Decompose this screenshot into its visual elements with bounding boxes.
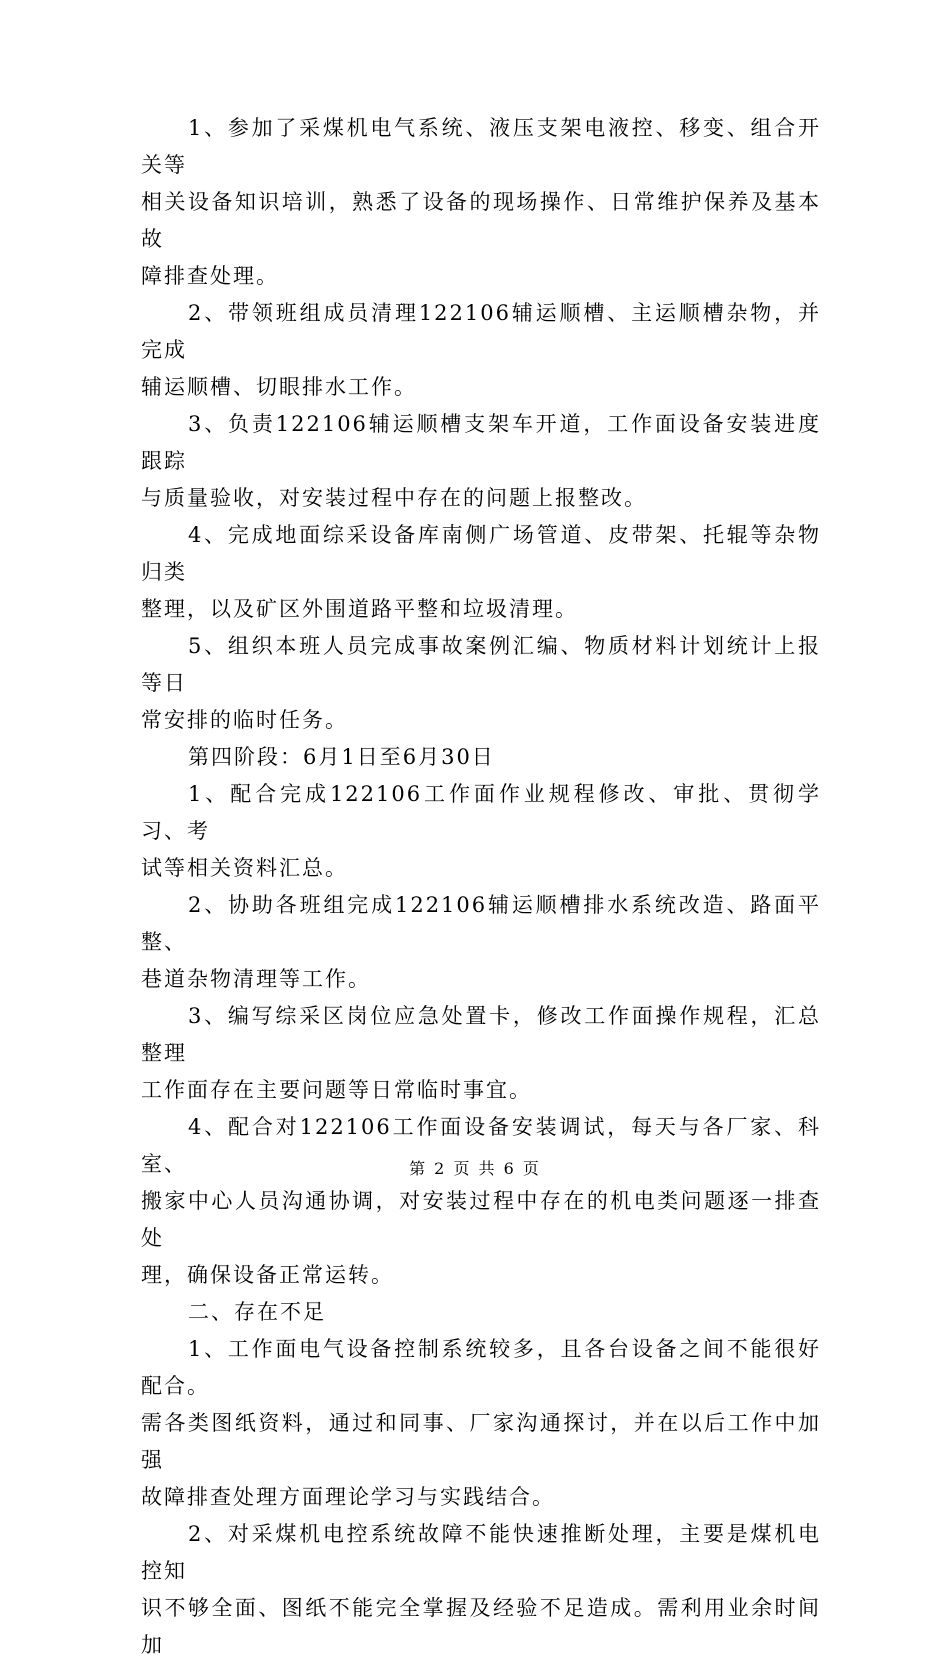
paragraph [141, 1516, 821, 1664]
text-line: 第四阶段：6月1日至6月30日 [188, 745, 495, 769]
text-line: 3、负责122106辅运顺槽支架车开道，工作面设备安装进度跟踪 [141, 412, 821, 473]
paragraph [141, 776, 821, 887]
text-line: 障排查处理。 [141, 264, 279, 288]
text-line: 5、组织本班人员完成事故案例汇编、物质材料计划统计上报等日 [141, 634, 821, 695]
paragraph [141, 406, 821, 517]
text-line: 理，确保设备正常运转。 [141, 1263, 394, 1287]
page-number-footer: 第 2 页 共 6 页 [409, 1159, 541, 1178]
paragraph [141, 295, 821, 406]
paragraph [141, 887, 821, 998]
text-line: 试等相关资料汇总。 [141, 856, 348, 880]
text-line: 工作面存在主要问题等日常临时事宜。 [141, 1078, 532, 1102]
text-line: 4、配合对122106工作面设备安装调试，每天与各厂家、科室、 [141, 1115, 821, 1176]
text-line: 1、参加了采煤机电气系统、液压支架电液控、移变、组合开关等 [141, 116, 821, 177]
text-line: 2、对采煤机电控系统故障不能快速推断处理，主要是煤机电控知 [141, 1522, 821, 1583]
section-heading [141, 1294, 821, 1331]
text-line: 常安排的临时任务。 [141, 708, 348, 732]
text-line: 1、配合完成122106工作面作业规程修改、审批、贯彻学习、考 [141, 782, 821, 843]
text-line: 3、编写综采区岗位应急处置卡，修改工作面操作规程，汇总整理 [141, 1004, 821, 1065]
text-line: 二、存在不足 [188, 1300, 326, 1324]
paragraph [141, 1109, 821, 1294]
paragraph [141, 110, 821, 295]
text-line: 辅运顺槽、切眼排水工作。 [141, 375, 417, 399]
text-line: 整理，以及矿区外围道路平整和垃圾清理。 [141, 597, 578, 621]
text-line: 4、完成地面综采设备库南侧广场管道、皮带架、托辊等杂物归类 [141, 523, 821, 584]
paragraph [141, 628, 821, 739]
paragraph [141, 517, 821, 628]
text-line: 2、协助各班组完成122106辅运顺槽排水系统改造、路面平整、 [141, 893, 821, 954]
section-heading [141, 739, 821, 776]
text-line: 故障排查处理方面理论学习与实践结合。 [141, 1485, 555, 1509]
text-line: 识不够全面、图纸不能完全掌握及经验不足造成。需利用业余时间加 [141, 1596, 821, 1657]
text-line: 搬家中心人员沟通协调，对安装过程中存在的机电类问题逐一排查处 [141, 1189, 821, 1250]
text-line: 与质量验收，对安装过程中存在的问题上报整改。 [141, 486, 647, 510]
text-line: 1、工作面电气设备控制系统较多，且各台设备之间不能很好配合。 [141, 1337, 821, 1398]
text-line: 需各类图纸资料，通过和同事、厂家沟通探讨，并在以后工作中加强 [141, 1411, 821, 1472]
document-body [141, 110, 821, 1664]
text-line: 巷道杂物清理等工作。 [141, 967, 371, 991]
text-line: 2、带领班组成员清理122106辅运顺槽、主运顺槽杂物，并完成 [141, 301, 821, 362]
text-line: 相关设备知识培训，熟悉了设备的现场操作、日常维护保养及基本故 [141, 190, 821, 251]
paragraph [141, 998, 821, 1109]
paragraph [141, 1331, 821, 1516]
